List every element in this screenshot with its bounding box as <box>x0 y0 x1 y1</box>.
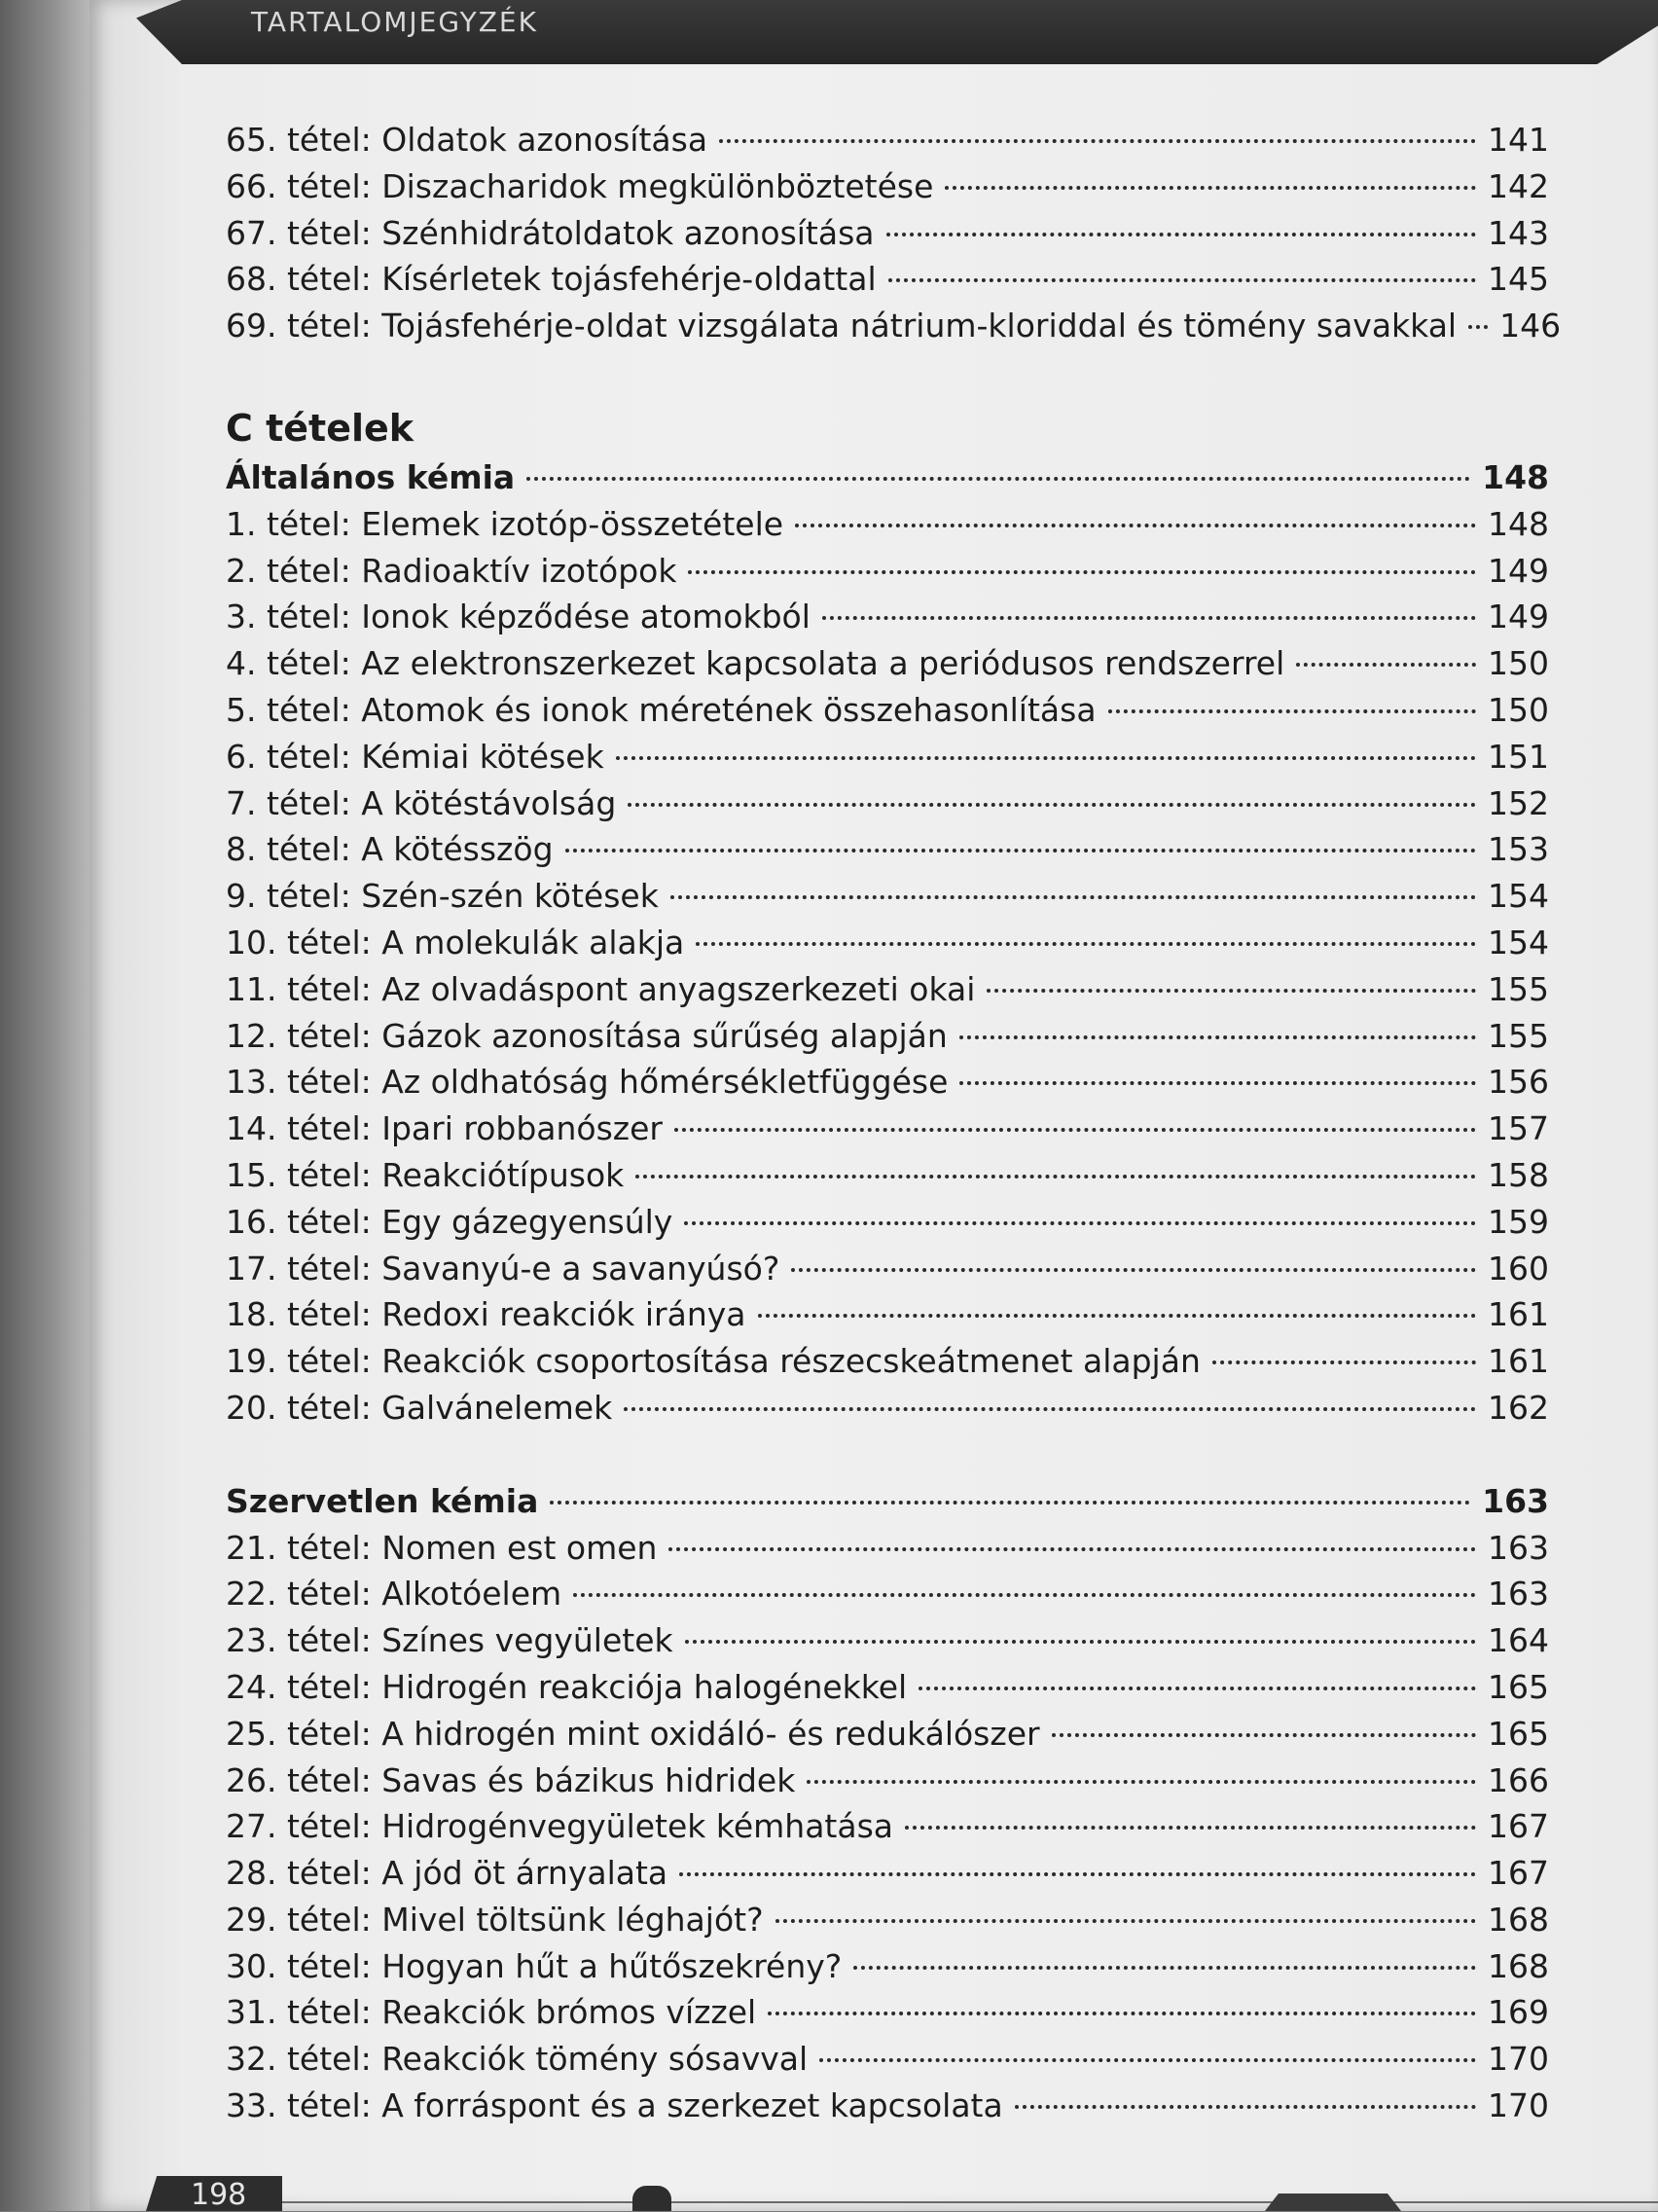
dot-leader <box>628 803 1476 807</box>
dot-leader <box>819 2058 1476 2062</box>
toc-entry-label: 25. tétel: A hidrogén mint oxidáló- és redukálószer <box>226 1714 1040 1753</box>
section-title-c: C tételek <box>226 406 414 450</box>
toc-entry-page: 141 <box>1488 121 1549 159</box>
toc-entry-page: 170 <box>1488 2086 1549 2125</box>
toc-entry-page: 168 <box>1488 1946 1549 1985</box>
toc-entry-page: 153 <box>1488 830 1549 869</box>
toc-entry <box>226 780 1549 827</box>
toc-entry-label: 27. tétel: Hidrogénvegyületek kémhatása <box>226 1807 893 1846</box>
toc-entry <box>226 640 1549 687</box>
dot-leader <box>1015 2105 1476 2109</box>
toc-entry <box>226 1106 1549 1152</box>
toc-entry-page: 146 <box>1499 307 1562 345</box>
toc-entry-label: 5. tétel: Atomok és ionok méretének összehasonlítása <box>226 690 1097 729</box>
dot-leader <box>945 186 1476 190</box>
toc-entry-page: 150 <box>1488 690 1549 729</box>
subsection-page: 148 <box>1482 457 1549 496</box>
toc-entry-label: 33. tétel: A forráspont és a szerkezet kapcsolata <box>226 2086 1003 2125</box>
toc-entry-page: 163 <box>1488 1528 1549 1567</box>
book-spine-shadow <box>0 0 90 2211</box>
toc-entry <box>226 163 1549 210</box>
toc-entry <box>226 2083 1549 2129</box>
toc-entry <box>226 1711 1549 1758</box>
dot-leader <box>674 1128 1476 1132</box>
toc-entry-label: 16. tétel: Egy gázegyensúly <box>226 1202 673 1241</box>
dot-leader <box>1468 325 1488 329</box>
toc-entry <box>226 1897 1549 1943</box>
toc-entry-label: 7. tétel: A kötéstávolság <box>226 783 617 822</box>
dot-leader <box>959 1081 1476 1085</box>
toc-entry-label: 2. tétel: Radioaktív izotópok <box>226 551 677 590</box>
toc-entry-page: 168 <box>1488 1900 1549 1939</box>
toc-entry-page: 149 <box>1488 598 1549 636</box>
toc-entry <box>226 303 1562 349</box>
toc-entry <box>226 966 1549 1013</box>
dot-leader <box>696 942 1476 946</box>
toc-entry-page: 149 <box>1488 551 1549 590</box>
dot-leader <box>1212 1360 1476 1364</box>
toc-entry-page: 162 <box>1488 1388 1549 1427</box>
toc-entry-page: 166 <box>1488 1760 1549 1799</box>
toc-entry <box>226 1338 1549 1385</box>
general-entries <box>226 501 1549 1432</box>
toc-entry-label: 21. tétel: Nomen est omen <box>226 1528 658 1567</box>
toc-entry-label: 4. tétel: Az elektronszerkezet kapcsolata a periódusos rendszerrel <box>226 644 1285 683</box>
toc-entry-label: 19. tétel: Reakciók csoportosítása részecskeátmenet alapján <box>226 1342 1201 1381</box>
dot-leader <box>886 233 1476 236</box>
header-title: TARTALOMJEGYZÉK <box>251 6 538 38</box>
toc-entry <box>226 687 1549 734</box>
toc-entry-page: 154 <box>1488 923 1549 961</box>
dot-leader <box>807 1780 1476 1784</box>
toc-entry-label: 3. tétel: Ionok képződése atomokból <box>226 598 811 636</box>
dot-leader <box>822 616 1476 620</box>
toc-entry-page: 145 <box>1488 260 1549 299</box>
dot-leader <box>1296 663 1476 667</box>
toc-entry <box>226 1385 1549 1432</box>
toc-entry-label: 28. tétel: A jód öt árnyalata <box>226 1854 668 1893</box>
dot-leader <box>1052 1733 1476 1737</box>
dot-leader <box>959 1035 1476 1039</box>
dot-leader <box>758 1314 1477 1318</box>
subsection-label: Szervetlen kémia <box>226 1481 539 1520</box>
toc-entry-page: 161 <box>1488 1342 1549 1381</box>
toc-entry <box>226 501 1549 548</box>
toc-entry-page: 163 <box>1488 1575 1549 1614</box>
inorganic-entries <box>226 1525 1549 2129</box>
footer-decoration <box>1265 2194 1401 2211</box>
page-number: 198 <box>191 2178 247 2212</box>
toc-entry-page: 167 <box>1488 1854 1549 1893</box>
toc-entry-label: 11. tétel: Az olvadáspont anyagszerkezeti okai <box>226 969 976 1008</box>
toc-entry <box>226 1850 1549 1897</box>
toc-entry-label: 32. tétel: Reakciók tömény sósavval <box>226 2040 809 2079</box>
toc-entry <box>226 256 1549 303</box>
toc-entry-page: 170 <box>1488 2040 1549 2079</box>
toc-entry <box>226 1989 1549 2036</box>
toc-entry-label: 9. tétel: Szén-szén kötések <box>226 877 659 916</box>
dot-leader <box>791 1268 1476 1272</box>
toc-entry <box>226 1059 1549 1106</box>
toc-entry-label: 24. tétel: Hidrogén reakciója halogénekkel <box>226 1667 908 1706</box>
dot-leader <box>565 849 1476 852</box>
dot-leader <box>668 1547 1476 1551</box>
toc-entry-label: 12. tétel: Gázok azonosítása sűrűség alapján <box>226 1016 948 1055</box>
dot-leader <box>526 477 1470 481</box>
toc-entry <box>226 734 1549 780</box>
dot-leader <box>775 1919 1476 1923</box>
toc-entry-page: 143 <box>1488 213 1549 252</box>
toc-entry-label: 69. tétel: Tojásfehérje-oldat vizsgálata nátrium-kloriddal és tömény savakkal <box>226 307 1458 345</box>
toc-entry-label: 68. tétel: Kísérletek tojásfehérje-oldattal <box>226 260 877 299</box>
dot-leader <box>888 278 1476 282</box>
toc-entry-label: 66. tétel: Diszacharidok megkülönböztetése <box>226 166 934 205</box>
toc-entry-label: 23. tétel: Színes vegyületek <box>226 1621 673 1660</box>
dot-leader <box>719 139 1476 143</box>
toc-entry-page: 151 <box>1488 737 1549 776</box>
toc-entry-page: 142 <box>1488 166 1549 205</box>
dot-leader <box>987 989 1476 993</box>
toc-entry-page: 156 <box>1488 1063 1549 1102</box>
dot-leader <box>670 895 1476 899</box>
subsection-label: Általános kémia <box>226 457 516 496</box>
subsection-heading-general <box>226 454 1549 501</box>
dot-leader <box>688 570 1476 574</box>
toc-entry <box>226 920 1549 966</box>
dot-leader <box>679 1872 1476 1876</box>
intro-entries <box>226 117 1562 349</box>
footer-decoration <box>632 2186 671 2211</box>
toc-entry-label: 31. tétel: Reakciók brómos vízzel <box>226 1993 757 2032</box>
toc-entry-label: 8. tétel: A kötésszög <box>226 830 554 869</box>
dot-leader <box>919 1686 1476 1690</box>
toc-entry-label: 10. tétel: A molekulák alakja <box>226 923 685 961</box>
toc-entry <box>226 1617 1549 1664</box>
toc-entry-page: 165 <box>1488 1714 1549 1753</box>
toc-entry <box>226 1803 1549 1850</box>
dot-leader <box>550 1501 1470 1505</box>
dot-leader <box>635 1175 1476 1179</box>
dot-leader <box>685 1640 1476 1644</box>
toc-entry <box>226 873 1549 920</box>
toc-entry <box>226 826 1549 873</box>
dot-leader <box>768 2012 1476 2015</box>
toc-entry <box>226 594 1549 640</box>
toc-entry-page: 159 <box>1488 1202 1549 1241</box>
toc-entry-page: 164 <box>1488 1621 1549 1660</box>
toc-entry-label: 6. tétel: Kémiai kötések <box>226 737 604 776</box>
toc-entry <box>226 1246 1549 1292</box>
footer-rule <box>282 2201 1658 2203</box>
toc-entry-page: 150 <box>1488 644 1549 683</box>
toc-entry-label: 29. tétel: Mivel töltsünk léghajót? <box>226 1900 764 1939</box>
toc-entry <box>226 1664 1549 1711</box>
dot-leader <box>905 1826 1476 1830</box>
toc-entry <box>226 2036 1549 2083</box>
toc-entry-page: 165 <box>1488 1667 1549 1706</box>
toc-entry-label: 17. tétel: Savanyú-e a savanyúsó? <box>226 1249 780 1287</box>
dot-leader <box>853 1966 1476 1970</box>
toc-entry <box>226 1199 1549 1246</box>
toc-entry-page: 155 <box>1488 1016 1549 1055</box>
toc-entry <box>226 1525 1549 1572</box>
subsection-heading-inorganic <box>226 1478 1549 1525</box>
toc-entry-label: 26. tétel: Savas és bázikus hidridek <box>226 1760 796 1799</box>
dot-leader <box>616 756 1476 760</box>
toc-entry-page: 161 <box>1488 1295 1549 1334</box>
toc-entry-page: 152 <box>1488 783 1549 822</box>
toc-entry <box>226 1571 1549 1617</box>
dot-leader <box>684 1221 1476 1225</box>
toc-entry-label: 20. tétel: Galvánelemek <box>226 1388 613 1427</box>
toc-entry <box>226 210 1549 257</box>
toc-entry-page: 167 <box>1488 1807 1549 1846</box>
toc-entry <box>226 117 1549 163</box>
toc-entry-label: 30. tétel: Hogyan hűt a hűtőszekrény? <box>226 1946 843 1985</box>
toc-entry <box>226 1013 1549 1060</box>
toc-entry-label: 22. tétel: Alkotóelem <box>226 1575 562 1614</box>
toc-entry-page: 155 <box>1488 969 1549 1008</box>
toc-entry-label: 14. tétel: Ipari robbanószer <box>226 1109 663 1148</box>
toc-entry <box>226 1152 1549 1199</box>
dot-leader <box>795 524 1476 527</box>
toc-entry <box>226 1758 1549 1804</box>
toc-entry-label: 15. tétel: Reakciótípusok <box>226 1155 625 1194</box>
toc-entry-page: 169 <box>1488 1993 1549 2032</box>
toc-entry-page: 154 <box>1488 877 1549 916</box>
toc-entry <box>226 548 1549 595</box>
toc-entry <box>226 1943 1549 1990</box>
table-of-contents <box>226 117 1562 2129</box>
toc-entry <box>226 1291 1549 1338</box>
dot-leader <box>573 1593 1476 1597</box>
toc-entry-page: 158 <box>1488 1155 1549 1194</box>
toc-entry-page: 157 <box>1488 1109 1549 1148</box>
section-gap <box>226 1432 1549 1478</box>
toc-entry-label: 18. tétel: Redoxi reakciók iránya <box>226 1295 746 1334</box>
toc-entry-label: 1. tétel: Elemek izotóp-összetétele <box>226 504 784 543</box>
subsection-page: 163 <box>1482 1481 1549 1520</box>
toc-entry-page: 148 <box>1488 504 1549 543</box>
toc-entry-label: 13. tétel: Az oldhatóság hőmérsékletfüggése <box>226 1063 949 1102</box>
dot-leader <box>624 1407 1476 1411</box>
dot-leader <box>1108 709 1476 713</box>
toc-entry-label: 65. tétel: Oldatok azonosítása <box>226 121 708 159</box>
toc-entry-page: 160 <box>1488 1249 1549 1287</box>
toc-entry-label: 67. tétel: Szénhidrátoldatok azonosítása <box>226 213 875 252</box>
